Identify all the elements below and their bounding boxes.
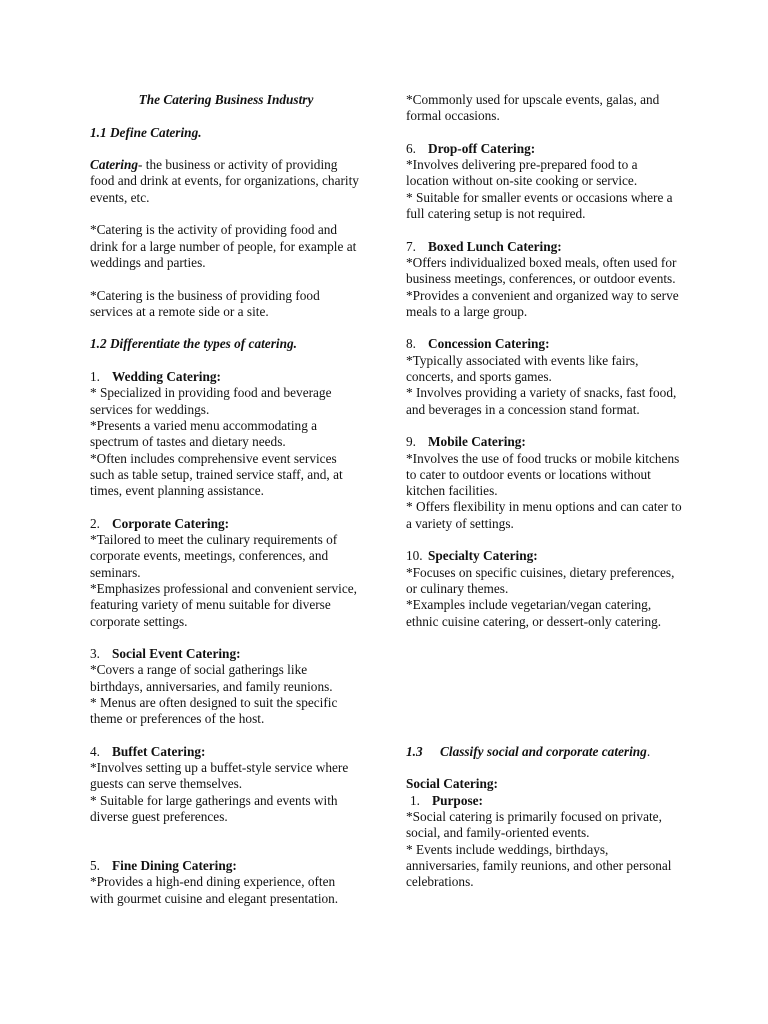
section-heading-1-1: 1.1 Define Catering. — [90, 124, 202, 140]
type-number: 7. — [406, 238, 416, 254]
type-line: *Focuses on specific cuisines, dietary preferences, or culinary themes. — [406, 564, 675, 596]
type-number: 3. — [90, 646, 100, 662]
type-line: * Suitable for smaller events or occasions where a full catering setup is not required. — [406, 189, 673, 222]
type-line: *Examples include vegetarian/vegan catering, ethnic cuisine catering, or dessert-only catering. — [406, 597, 662, 629]
type-title: Wedding Catering: — [112, 369, 221, 385]
type-number: 8. — [406, 336, 416, 352]
catering-type-8 — [406, 336, 682, 417]
section-heading-1-3 — [406, 744, 682, 760]
type-title: Concession Catering: — [428, 336, 550, 352]
type-line: *Typically associated with events like fairs, concerts, and sports games. — [406, 352, 639, 385]
type-line: *Provides a convenient and organized way to serve meals to a large group. — [406, 287, 679, 319]
catering-type-3 — [90, 646, 362, 727]
section-1-3-period: . — [646, 743, 651, 759]
type-line: * Menus are often designed to suit the specific theme or preferences of the host. — [90, 694, 338, 727]
type-title: Specialty Catering: — [428, 548, 538, 564]
type-line: * Involves providing a variety of snacks, fast food, and beverages in a concession stand format. — [406, 385, 677, 417]
catering-type-6 — [406, 141, 682, 222]
purpose-line: *Social catering is primarily focused on private, social, and family-oriented events. — [406, 808, 662, 841]
type-title: Boxed Lunch Catering: — [428, 238, 562, 254]
catering-type-10 — [406, 548, 682, 629]
type-number: 5. — [90, 857, 100, 873]
document-title: The Catering Business Industry — [138, 92, 314, 107]
type-title: Buffet Catering: — [112, 743, 206, 759]
type-number: 10. — [406, 548, 423, 564]
type-number: 1. — [90, 369, 100, 385]
type-line: * Specialized in providing food and beverage services for weddings. — [90, 385, 332, 417]
left-column — [90, 92, 362, 907]
type-title: Fine Dining Catering: — [112, 857, 237, 873]
type-number: 9. — [406, 434, 416, 450]
type-line: *Offers individualized boxed meals, often used for business meetings, conferences, or outdoor events. — [406, 254, 677, 287]
definition-term: Catering — [90, 157, 139, 173]
type-number: 4. — [90, 743, 100, 759]
type-title: Social Event Catering: — [112, 646, 241, 662]
type-line: * Offers flexibility in menu options and can cater to a variety of settings. — [406, 499, 682, 531]
section-heading-1-2: 1.2 Differentiate the types of catering. — [90, 336, 297, 352]
section-1-3-text: Classify social and corporate catering — [440, 743, 647, 759]
social-catering-heading: Social Catering: — [406, 776, 498, 792]
type-number: 2. — [90, 515, 100, 531]
type-line: *Often includes comprehensive event services such as table setup, trained service staff, and, at times, event planning assistance. — [90, 450, 343, 499]
definition-paragraph — [90, 157, 362, 206]
catering-type-9 — [406, 434, 682, 532]
catering-type-2 — [90, 516, 362, 630]
purpose-heading — [406, 793, 682, 809]
type-line: *Tailored to meet the culinary requirements of corporate events, meetings, conferences, and seminars. — [90, 532, 338, 580]
catering-note-2: *Catering is the business of providing food services at a remote side or a site. — [90, 287, 320, 319]
catering-note-1: *Catering is the activity of providing food and drink for a large number of people, for example at weddings and parties. — [90, 222, 357, 270]
catering-type-4 — [90, 744, 362, 825]
type-title: Drop-off Catering: — [428, 140, 536, 156]
purpose-number: 1. — [410, 792, 420, 808]
type-line: *Involves delivering pre-prepared food to a location without on-site cooking or service. — [406, 157, 638, 189]
catering-type-1 — [90, 369, 362, 499]
type-title: Mobile Catering: — [428, 434, 526, 450]
section-1-3-number: 1.3 — [406, 743, 423, 759]
purpose-line: * Events include weddings, birthdays, anniversaries, family reunions, and other personal celebrations. — [406, 841, 672, 890]
type-line: * Suitable for large gatherings and events with diverse guest preferences. — [90, 792, 338, 825]
definition-text: - the business or activity of providing food and drink at events, for organizations, charity events, etc. — [90, 157, 359, 205]
type-line: *Emphasizes professional and convenient service, featuring variety of menu suitable for diverse corporate settings. — [90, 580, 357, 629]
catering-type-7 — [406, 239, 682, 320]
type-line: *Presents a varied menu accommodating a spectrum of tastes and dietary needs. — [90, 417, 318, 450]
purpose-title: Purpose: — [432, 792, 483, 808]
type-number: 6. — [406, 140, 416, 156]
right-column — [406, 92, 682, 890]
type-line: *Involves the use of food trucks or mobile kitchens to cater to outdoor events or locations without kitchen facilities. — [406, 450, 680, 499]
type-line: *Involves setting up a buffet-style service where guests can serve themselves. — [90, 760, 349, 792]
type-line: *Covers a range of social gatherings like birthdays, anniversaries, and family reunions. — [90, 662, 333, 694]
fine-dining-continuation: *Commonly used for upscale events, galas, and formal occasions. — [406, 92, 660, 124]
type-title: Corporate Catering: — [112, 515, 230, 531]
catering-type-5 — [90, 858, 362, 907]
type-line: *Provides a high-end dining experience, often with gourmet cuisine and elegant presentation. — [90, 874, 339, 906]
